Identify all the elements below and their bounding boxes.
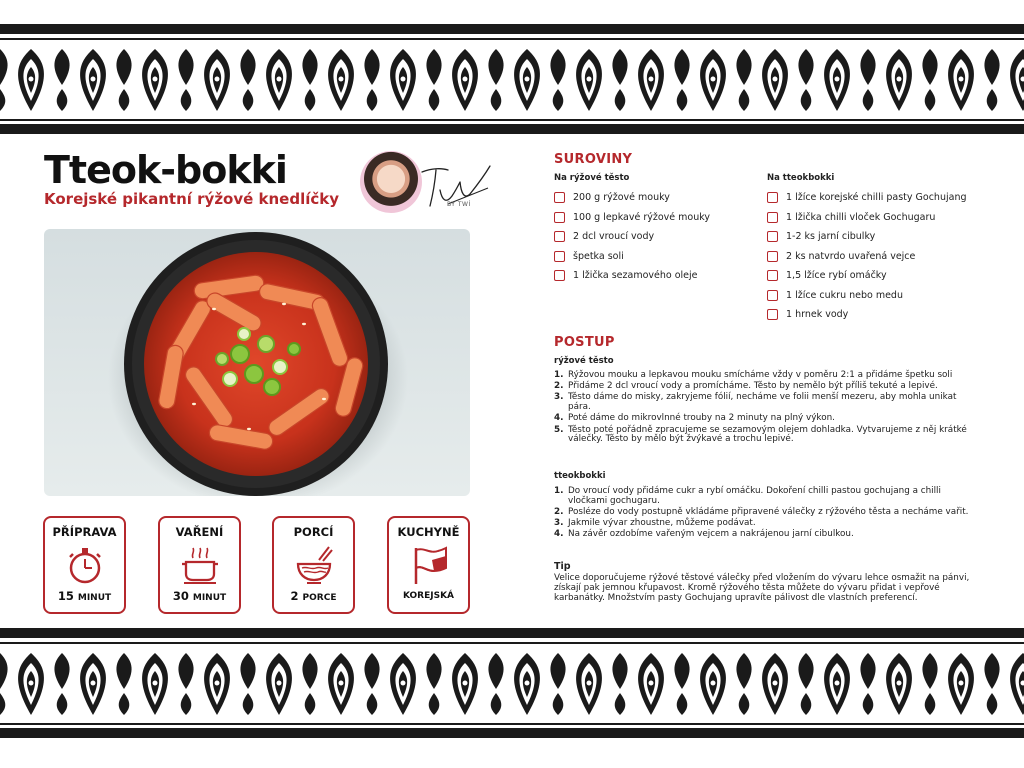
thai-ornament-pattern [0,45,1024,115]
ingredient-item[interactable]: 2 dcl vroucí vody [554,227,710,247]
checkbox[interactable] [767,309,778,320]
badge-label: KUCHYNĚ [397,525,460,539]
border-rule [0,723,1024,725]
thai-ornament-pattern [0,649,1024,719]
ingredient-item[interactable]: 1-2 ks jarní cibulky [767,227,967,247]
prep-time-badge [43,516,126,614]
tteokbokki-steps [554,487,974,542]
bowl-icon [293,544,335,586]
step-item: 1. Do vroucí vody přidáme cukr a rybí omáčku. Dokoření chilli pastou gochujang a chilli vločkami gochugaru. [554,486,941,506]
method-heading: POSTUP [554,335,615,350]
tteokbokki-method-title: tteokbokki [554,471,606,481]
dish-photo [44,229,470,496]
badge-value: 15 MINUT [57,589,112,603]
border-rule [0,642,1024,644]
servings-badge [272,516,355,614]
dough-steps [554,371,974,447]
recipe-subtitle: Korejské pikantní rýžové knedlíčky [44,190,340,208]
ingredient-item[interactable]: 1 lžíce korejské chilli pasty Gochujang [767,188,967,208]
checkbox[interactable] [554,231,565,242]
border-rule [0,119,1024,121]
checkbox[interactable] [767,231,778,242]
border-rule [0,24,1024,34]
badge-value: 30 MINUT [172,589,227,603]
border-rule [0,38,1024,40]
border-rule [0,124,1024,134]
ingredient-item[interactable]: 1 lžíce cukru nebo medu [767,286,967,306]
ingredient-item[interactable]: 1 hrnek vody [767,305,967,325]
stopwatch-icon [64,544,106,586]
ingredient-item[interactable]: 1,5 lžíce rybí omáčky [767,266,967,286]
step-item: 5. Těsto poté pořádně zpracujeme se sezamovým olejem dohladka. Vytvarujeme z něj krátké válečky. Těsto by mělo být žvýkavé a trochu lepivé. [554,424,967,445]
ingredients-heading: SUROVINY [554,152,633,167]
tteokbokki-bowl-illustration [44,229,470,496]
badge-value: 2 PORCE [290,589,337,603]
step-item: 3. Těsto dáme do misky, zakryjeme fólií, necháme ve folii menší mezeru, aby mohla unikat pára. [554,392,957,413]
checkbox[interactable] [554,251,565,262]
tip-title: Tip [554,561,571,572]
bottom-border-band [0,628,1024,740]
checkbox[interactable] [554,192,565,203]
ingredient-item[interactable]: 100 g lepkavé rýžové mouky [554,208,710,228]
ingredient-item[interactable]: 200 g rýžové mouky [554,188,710,208]
badge-value: KOREJSKÁ [402,591,455,601]
dough-ingredients-title: Na rýžové těsto [554,173,630,183]
ingredient-item[interactable]: 2 ks natvrdo uvařená vejce [767,247,967,267]
badge-label: VAŘENÍ [175,525,224,539]
checkbox[interactable] [554,212,565,223]
checkbox[interactable] [554,270,565,281]
checkbox[interactable] [767,212,778,223]
signature-caption: BY TWÍ [447,201,471,208]
checkbox[interactable] [767,251,778,262]
flag-icon [408,544,450,586]
tteokbokki-ingredients-title: Na tteokbokki [767,173,835,183]
cuisine-badge [387,516,470,614]
top-border-band [0,24,1024,136]
step-item: 3. Jakmile vývar zhoustne, můžeme podávat. [554,518,756,529]
recipe-title: Tteok-bokki [44,148,287,192]
border-rule [0,628,1024,638]
step-item: 1. Rýžovou mouku a lepkavou mouku smícháme vždy v poměru 2:1 a přidáme špetku soli [554,370,953,380]
tteokbokki-ingredient-list [767,188,967,325]
step-item: 2. Přidáme 2 dcl vroucí vody a promícháme. Těsto by nemělo být příliš tekuté a lepivé. [554,381,938,392]
ingredient-item[interactable]: 1 lžička sezamového oleje [554,266,710,286]
border-rule [0,728,1024,738]
ingredient-item[interactable]: 1 lžička chilli vloček Gochugaru [767,208,967,228]
step-item: 4. Na závěr ozdobíme vařeným vejcem a nakrájenou jarní cibulkou. [554,529,854,540]
dough-method-title: rýžové těsto [554,356,614,366]
step-item: 2. Posléze do vody postupně vkládáme připravené válečky z rýžového těsta a necháme vařit. [554,506,969,517]
checkbox[interactable] [767,270,778,281]
cooking-pot-icon [179,544,221,586]
dough-ingredient-list [554,188,710,286]
badge-label: PŘÍPRAVA [52,525,117,539]
checkbox[interactable] [767,192,778,203]
badge-label: PORCÍ [293,525,334,539]
tip-text: Velice doporučujeme rýžové těstové válečky před vložením do vývaru lehce osmažit na pánvi, získají pak jemnou křupavost. Kromě rýžového těsta můžete do vývaru přidat i vepřové karbanátky. Množstvím pasty Gochujang upravíte pálivost dle vlastních preferencí. [554,573,970,603]
cook-time-badge [158,516,241,614]
author-avatar [360,151,422,213]
step-item: 4. Poté dáme do mikrovlnné trouby na 2 minuty na plný výkon. [554,413,835,424]
checkbox[interactable] [767,290,778,301]
ingredient-item[interactable]: špetka soli [554,247,710,267]
